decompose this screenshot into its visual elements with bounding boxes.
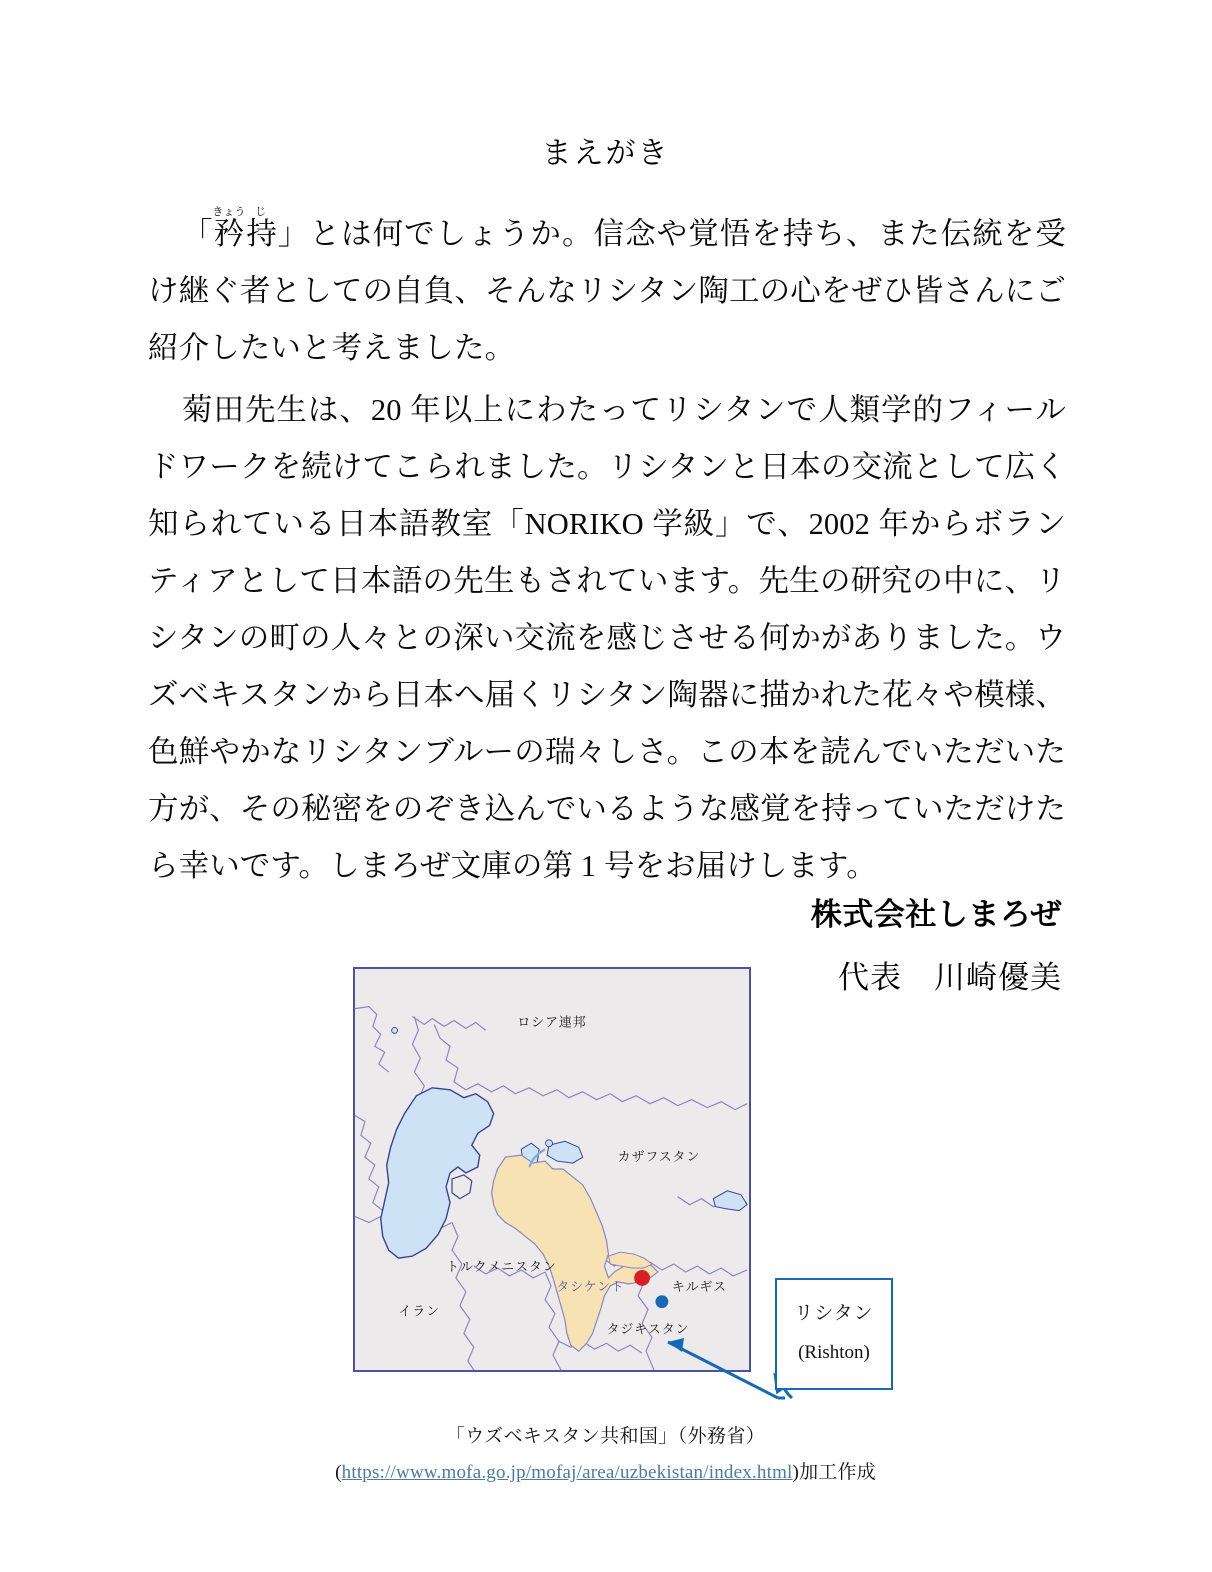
ruby-text-kyou: きょう xyxy=(212,206,246,218)
paragraph-1-open-quote: 「 xyxy=(182,217,214,251)
paragraph-1 xyxy=(148,206,1066,377)
map-label-iran: イラン xyxy=(398,1304,441,1320)
paragraph-1-body: 」とは何でしょうか。信念や覚悟を持ち、また伝統を受け継ぐ者としての自負、そんなリシタン陶工の心をぜひ皆さんにご紹介したいと考えました。 xyxy=(148,217,1066,365)
rishton-marker xyxy=(655,1295,668,1308)
ruby-base-ji: 持 xyxy=(245,217,278,251)
figure-caption-line-2 xyxy=(148,1457,1063,1484)
rishton-callout-box xyxy=(775,1278,893,1390)
signature-company: 株式会社しまろぜ xyxy=(810,897,1062,933)
page-title: まえがき xyxy=(541,137,670,170)
figure-caption-line-1: 「ウズベキスタン共和国」（外務省） xyxy=(445,1426,766,1447)
callout-label-en: (Rishton) xyxy=(798,1342,870,1363)
ruby-text-ji: じ xyxy=(245,206,276,218)
paragraph-2-container xyxy=(148,382,1066,895)
caption-suffix: 加工作成 xyxy=(799,1462,876,1483)
map-frame xyxy=(353,967,751,1372)
ruby-kyouji xyxy=(212,206,278,251)
source-url-link[interactable]: https://www.mofa.go.jp/mofaj/area/uzbekistan/index.html xyxy=(341,1462,793,1483)
paragraph-2: 菊田先生は、20 年以上にわたってリシタンで人類学的フィールドワークを続けてこられました。リシタンと日本の交流として広く知られている日本語教室「NORIKO 学級」で、2002 年からボランティアとして日本語の先生もされています。先生の研究の中に、リシタンの町の人々との深い交流を感じさせる何かがありました。ウズベキスタンから日本へ届くリシタン陶器に描かれた花々や模様、色鮮やかなリシタンブルーの瑞々しさ。この本を読んでいただいた方が、その秘密をのぞき込んでいるような感覚を持っていただけたら幸いです。しまろぜ文庫の第 1 号をお届けします。 xyxy=(148,393,1066,883)
ruby-base-kyou: 矜 xyxy=(212,217,246,251)
callout-label-ja: リシタン xyxy=(794,1303,874,1324)
north-lake xyxy=(392,1027,398,1033)
map-label-kazakhstan: カザフスタン xyxy=(617,1150,701,1166)
aral-sea-islet xyxy=(546,1140,553,1147)
map-label-kyrgyz: キルギス xyxy=(671,1279,728,1295)
caption-open-paren: ( xyxy=(335,1462,342,1483)
map-label-tajikistan: タジキスタン xyxy=(606,1322,690,1338)
capital-marker-tashkent xyxy=(634,1270,650,1286)
map-label-turkmenistan: トルクメニスタン xyxy=(446,1259,557,1275)
signature-representative: 代表 川崎優美 xyxy=(838,960,1062,995)
map-figure xyxy=(353,967,751,1372)
map-graphic xyxy=(355,969,749,1370)
paragraph-1-container xyxy=(148,206,1066,377)
caption-close-paren: ) xyxy=(792,1462,800,1483)
map-label-russia: ロシア連邦 xyxy=(517,1015,587,1031)
map-label-tashkent: タシケント xyxy=(556,1279,625,1295)
